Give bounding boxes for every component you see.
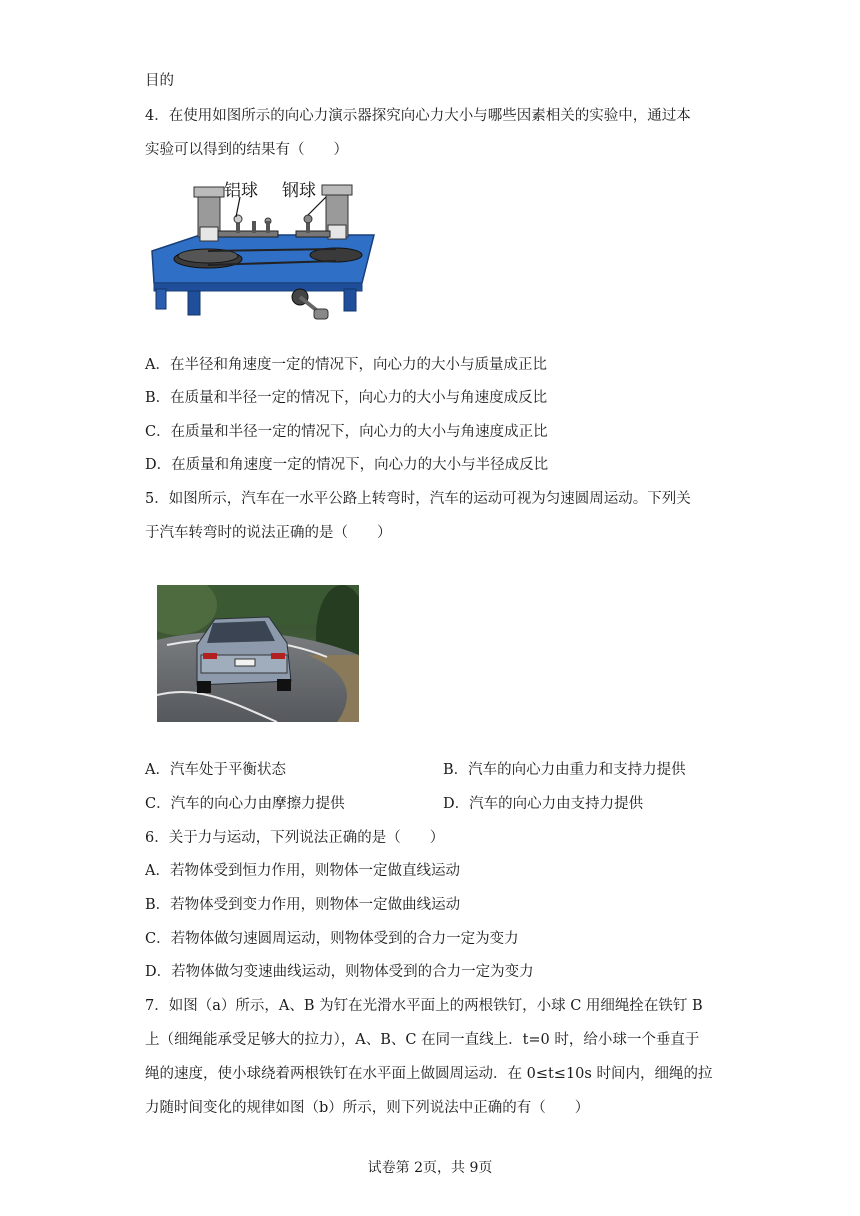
question-5-option-c: C．汽车的向心力由摩擦力提供: [145, 796, 345, 812]
steel-ball-label: 钢球: [282, 181, 316, 201]
text-line: 目的: [145, 73, 174, 89]
question-4-stem: 4．在使用如图所示的向心力演示器探究向心力大小与哪些因素相关的实验中，通过本: [145, 108, 691, 124]
page-footer: 试卷第 2页，共 9页: [367, 1160, 493, 1176]
question-4-option-c: C．在质量和半径一定的情况下，向心力的大小与角速度成正比: [145, 424, 548, 440]
question-7-stem-cont-2: 绳的速度，使小球绕着两根铁钉在水平面上做圆周运动．在 0≤t≤10s 时间内，细绳的拉: [145, 1066, 713, 1082]
question-4-option-b: B．在质量和半径一定的情况下，向心力的大小与角速度成反比: [145, 390, 548, 406]
question-6-option-b: B．若物体受到变力作用，则物体一定做曲线运动: [145, 897, 461, 913]
question-5-option-b: B．汽车的向心力由重力和支持力提供: [443, 762, 686, 778]
centripetal-apparatus-figure: [148, 175, 380, 327]
question-5-option-d: D．汽车的向心力由支持力提供: [443, 796, 644, 812]
question-6-option-d: D．若物体做匀变速曲线运动，则物体受到的合力一定为变力: [145, 964, 534, 980]
question-4-option-d: D．在质量和角速度一定的情况下，向心力的大小与半径成反比: [145, 457, 549, 473]
question-4-stem-cont: 实验可以得到的结果有（ ）: [145, 142, 348, 158]
question-6-option-c: C．若物体做匀速圆周运动，则物体受到的合力一定为变力: [145, 931, 519, 947]
question-7-stem-cont-3: 力随时间变化的规律如图（b）所示，则下列说法中正确的有（ ）: [145, 1100, 590, 1116]
question-6-option-a: A．若物体受到恒力作用，则物体一定做直线运动: [145, 863, 460, 879]
question-6-stem: 6．关于力与运动，下列说法正确的是（ ）: [145, 830, 445, 846]
question-7-stem-cont-1: 上（细绳能承受足够大的拉力），A、B、C 在同一直线上．t=0 时，给小球一个垂直于: [145, 1032, 700, 1048]
question-4-option-a: A．在半径和角速度一定的情况下，向心力的大小与质量成正比: [145, 357, 547, 373]
question-7-stem: 7．如图（a）所示，A、B 为钉在光滑水平面上的两根铁钉，小球 C 用细绳拴在铁钉 B: [145, 998, 703, 1014]
car-turning-photo: [157, 585, 359, 722]
question-5-option-a: A．汽车处于平衡状态: [145, 762, 286, 778]
question-5-stem-cont: 于汽车转弯时的说法正确的是（ ）: [145, 525, 392, 541]
aluminum-ball-label: 铝球: [224, 181, 258, 201]
question-5-stem: 5．如图所示，汽车在一水平公路上转弯时，汽车的运动可视为匀速圆周运动。下列关: [145, 491, 691, 507]
